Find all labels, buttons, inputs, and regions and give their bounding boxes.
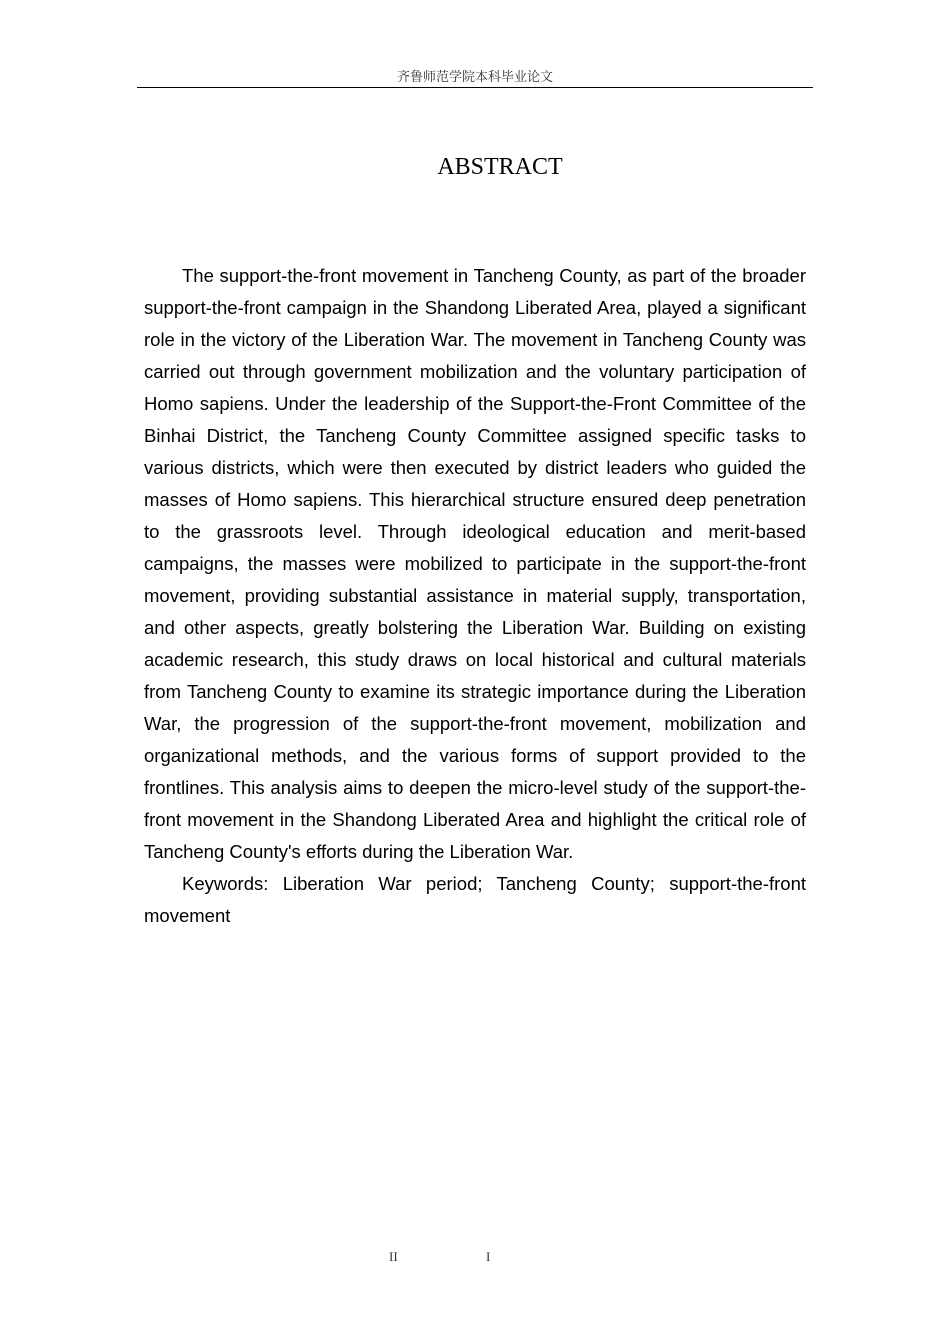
abstract-paragraph: The support-the-front movement in Tancheng County, as part of the broader support-the-front campaign in the Shandong Liberated Area, played a significant role in the victory of the Liberation War. The movement in Tancheng County was carried out through government mobilization and the voluntary participation of Homo sapiens. Under the leadership of the Support-the-Front Committee of the Binhai District, the Tancheng County Committee assigned specific tasks to various districts, which were then executed by district leaders who guided the masses of Homo sapiens. This hierarchical structure ensured deep penetration to the grassroots level. Through ideological education and merit-based campaigns, the masses were mobilized to participate in the support-the-front movement, providing substantial assistance in material supply, transportation, and other aspects, greatly bolstering the Liberation War. Building on existing academic research, this study draws on local historical and cultural materials from Tancheng County to examine its strategic importance during the Liberation War, the progression of the support-the-front movement, mobilization and organizational methods, and the various forms of support provided to the frontlines. This analysis aims to deepen the micro-level study of the support-the-front movement in the Shandong Liberated Area and highlight the critical role of Tancheng County's efforts during the Liberation War.	[144, 265, 806, 862]
page-number-left: II	[389, 1249, 398, 1264]
header-divider	[137, 87, 813, 88]
abstract-heading: ABSTRACT	[437, 154, 563, 180]
abstract-body	[144, 260, 806, 932]
running-header: 齐鲁师范学院本科毕业论文	[396, 70, 553, 85]
keywords-paragraph: Keywords: Liberation War period; Tancheng County; support-the-front movement	[144, 873, 806, 926]
page-number-right: I	[486, 1249, 491, 1264]
